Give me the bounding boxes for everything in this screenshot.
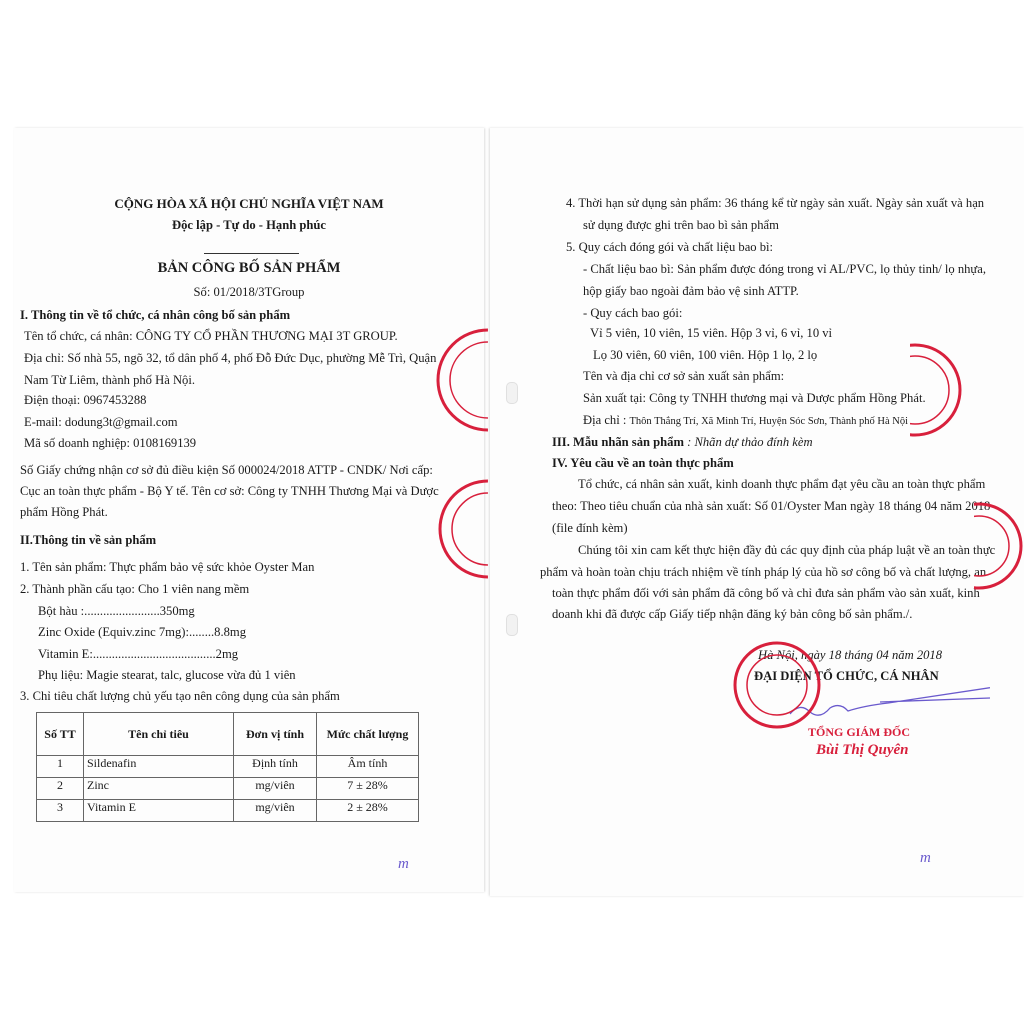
signer-title: TỔNG GIÁM ĐỐC: [808, 725, 910, 739]
cell-criteria: Sildenafin: [84, 756, 234, 778]
packing-spec-title: - Quy cách bao gói:: [583, 306, 683, 320]
punch-hole: [506, 614, 518, 636]
section-2-title: II.Thông tin về sản phẩm: [20, 533, 157, 547]
material-line-1: - Chất liệu bao bì: Sản phẩm được đóng trong vỉ AL/PVC, lọ thủy tinh/ lọ nhựa,: [583, 262, 986, 276]
address-line-1: Địa chỉ: Số nhà 55, ngõ 32, tổ dân phố 4, phố Đỗ Đức Dục, phường Mễ Trì, Quận: [24, 351, 437, 365]
cell-no: 3: [37, 800, 84, 822]
document-title: BẢN CÔNG BỐ SẢN PHẨM: [157, 260, 341, 276]
document-page-right: [490, 128, 1024, 896]
document-page-left: [14, 128, 484, 892]
section-3: [552, 434, 813, 450]
shelf-life-line-1: 4. Thời hạn sử dụng sản phẩm: 36 tháng kể từ ngày sản xuất. Ngày sản xuất và hạn: [566, 196, 985, 210]
material-line-2: hộp giấy bao ngoài đảm bảo vệ sinh ATTP.: [583, 284, 799, 298]
cell-quality: Âm tính: [317, 756, 419, 778]
initials-right: m: [920, 850, 931, 866]
national-title: CỘNG HÒA XÃ HỘI CHỦ NGHĨA VIỆT NAM: [114, 196, 384, 211]
cell-unit: mg/viên: [234, 800, 317, 822]
phone: Điện thoại: 0967453288: [24, 393, 147, 407]
paragraph-1-line-3: (file đính kèm): [552, 521, 628, 535]
company-seal-stamp: [732, 640, 822, 730]
ministry-seal-stamp: [428, 320, 488, 440]
cell-unit: mg/viên: [234, 778, 317, 800]
address-label: Địa chỉ :: [583, 413, 630, 427]
cell-no: 1: [37, 756, 84, 778]
manufacturer: Sản xuất tại: Công ty TNHH thương mại và Dược phẩm Hồng Phát.: [583, 391, 926, 405]
product-name: 1. Tên sản phẩm: Thực phẩm bảo vệ sức khỏe Oyster Man: [20, 560, 315, 574]
shelf-life-line-2: sử dụng được ghi trên bao bì sản phẩm: [583, 218, 779, 232]
initials-left: m: [398, 856, 409, 872]
document-number: Số: 01/2018/3TGroup: [193, 285, 305, 299]
packing-title: 5. Quy cách đóng gói và chất liệu bao bì:: [566, 240, 774, 254]
paragraph-2-line-4: doanh khi đã được cấp Giấy tiếp nhận đăng ký bản công bố sản phẩm./.: [552, 607, 913, 621]
cell-no: 2: [37, 778, 84, 800]
address-line-2: Nam Từ Liêm, thành phố Hà Nội.: [24, 373, 195, 387]
manufacturer-title: Tên và địa chỉ cơ sở sản xuất sản phẩm:: [583, 369, 785, 383]
manufacturer-address: [583, 412, 908, 430]
section-3-value: : Nhãn dự thảo đính kèm: [683, 435, 813, 449]
section-4-title: IV. Yêu cầu về an toàn thực phẩm: [552, 456, 734, 470]
excipients: Phụ liệu: Magie stearat, talc, glucose vừa đủ 1 viên: [38, 668, 296, 682]
paragraph-1-line-2: theo: Theo tiêu chuẩn của nhà sản xuất: Số 01/Oyster Man ngày 18 tháng 04 năm 2018: [552, 499, 991, 513]
ingredient-vitamin-e: Vitamin E:.......................................2mg: [38, 647, 239, 661]
motto: Độc lập - Tự do - Hạnh phúc: [172, 218, 326, 232]
quality-table: [36, 712, 419, 822]
table-row: [37, 756, 419, 778]
divider: [204, 253, 299, 254]
cell-quality: 7 ± 28%: [317, 778, 419, 800]
section-1-title: I. Thông tin về tổ chức, cá nhân công bố sản phẩm: [20, 308, 291, 322]
certificate-line-1: Số Giấy chứng nhận cơ sở đủ điều kiện Số 000024/2018 ATTP - CNDK/ Nơi cấp:: [20, 463, 433, 477]
header-no: Số TT: [37, 713, 84, 756]
cell-quality: 2 ± 28%: [317, 800, 419, 822]
signing-date: Hà Nội, ngày 18 tháng 04 năm 2018: [758, 648, 943, 662]
company-seal-stamp: [428, 474, 488, 584]
ingredient-zinc: Zinc Oxide (Equiv.zinc 7mg):........8.8mg: [38, 625, 246, 639]
email: E-mail: dodung3t@gmail.com: [24, 415, 178, 429]
cell-criteria: Zinc: [84, 778, 234, 800]
ministry-seal-stamp: [910, 340, 970, 440]
signer-name: Bùi Thị Quyên: [816, 742, 909, 758]
quality-criteria: 3. Chỉ tiêu chất lượng chủ yếu tạo nên công dụng của sản phẩm: [20, 689, 340, 703]
header-criteria: Tên chỉ tiêu: [84, 713, 234, 756]
table-row: [37, 778, 419, 800]
address-value: Thôn Thắng Trí, Xã Minh Trí, Huyện Sóc Sơn, Thành phố Hà Nội: [629, 416, 908, 427]
composition: 2. Thành phần cấu tạo: Cho 1 viên nang mềm: [20, 582, 250, 596]
punch-hole: [506, 382, 518, 404]
certificate-line-2: Cục an toàn thực phẩm - Bộ Y tế. Tên cơ sở: Công ty TNHH Thương Mại và Dược: [20, 484, 439, 498]
packing-blister: Vỉ 5 viên, 10 viên, 15 viên. Hộp 3 vỉ, 6 vỉ, 10 vỉ: [590, 326, 833, 340]
cell-criteria: Vitamin E: [84, 800, 234, 822]
business-code: Mã số doanh nghiệp: 0108169139: [24, 436, 197, 450]
company-seal-stamp-partial: [974, 496, 1024, 596]
ingredient-oyster: Bột hàu :........................350mg: [38, 604, 195, 618]
section-3-title: III. Mẫu nhãn sản phẩm: [552, 435, 684, 449]
cell-unit: Định tính: [234, 756, 317, 778]
certificate-line-3: phẩm Hồng Phát.: [20, 505, 108, 519]
paragraph-1-line-1: Tổ chức, cá nhân sản xuất, kinh doanh thực phẩm đạt yêu cầu an toàn thực phẩm: [578, 477, 986, 491]
table-header-row: [37, 713, 419, 756]
paragraph-2-line-2: phẩm và hoàn toàn chịu trách nhiệm về tính pháp lý của hồ sơ công bố và chất lượng, an: [540, 565, 987, 579]
header-unit: Đơn vị tính: [234, 713, 317, 756]
paragraph-2-line-3: toàn thực phẩm đối với sản phẩm đã công bố và chỉ đưa sản phẩm vào sản xuất, kinh: [552, 586, 980, 600]
table-row: [37, 800, 419, 822]
packing-bottle: Lọ 30 viên, 60 viên, 100 viên. Hộp 1 lọ, 2 lọ: [593, 348, 818, 362]
header-quality: Mức chất lượng: [317, 713, 419, 756]
org-name: Tên tổ chức, cá nhân: CÔNG TY CỔ PHẦN THƯƠNG MẠI 3T GROUP.: [24, 329, 398, 343]
paragraph-2-line-1: Chúng tôi xin cam kết thực hiện đầy đủ các quy định của pháp luật về an toàn thực: [578, 543, 996, 557]
representative-title: ĐẠI DIỆN TỔ CHỨC, CÁ NHÂN: [754, 669, 939, 683]
